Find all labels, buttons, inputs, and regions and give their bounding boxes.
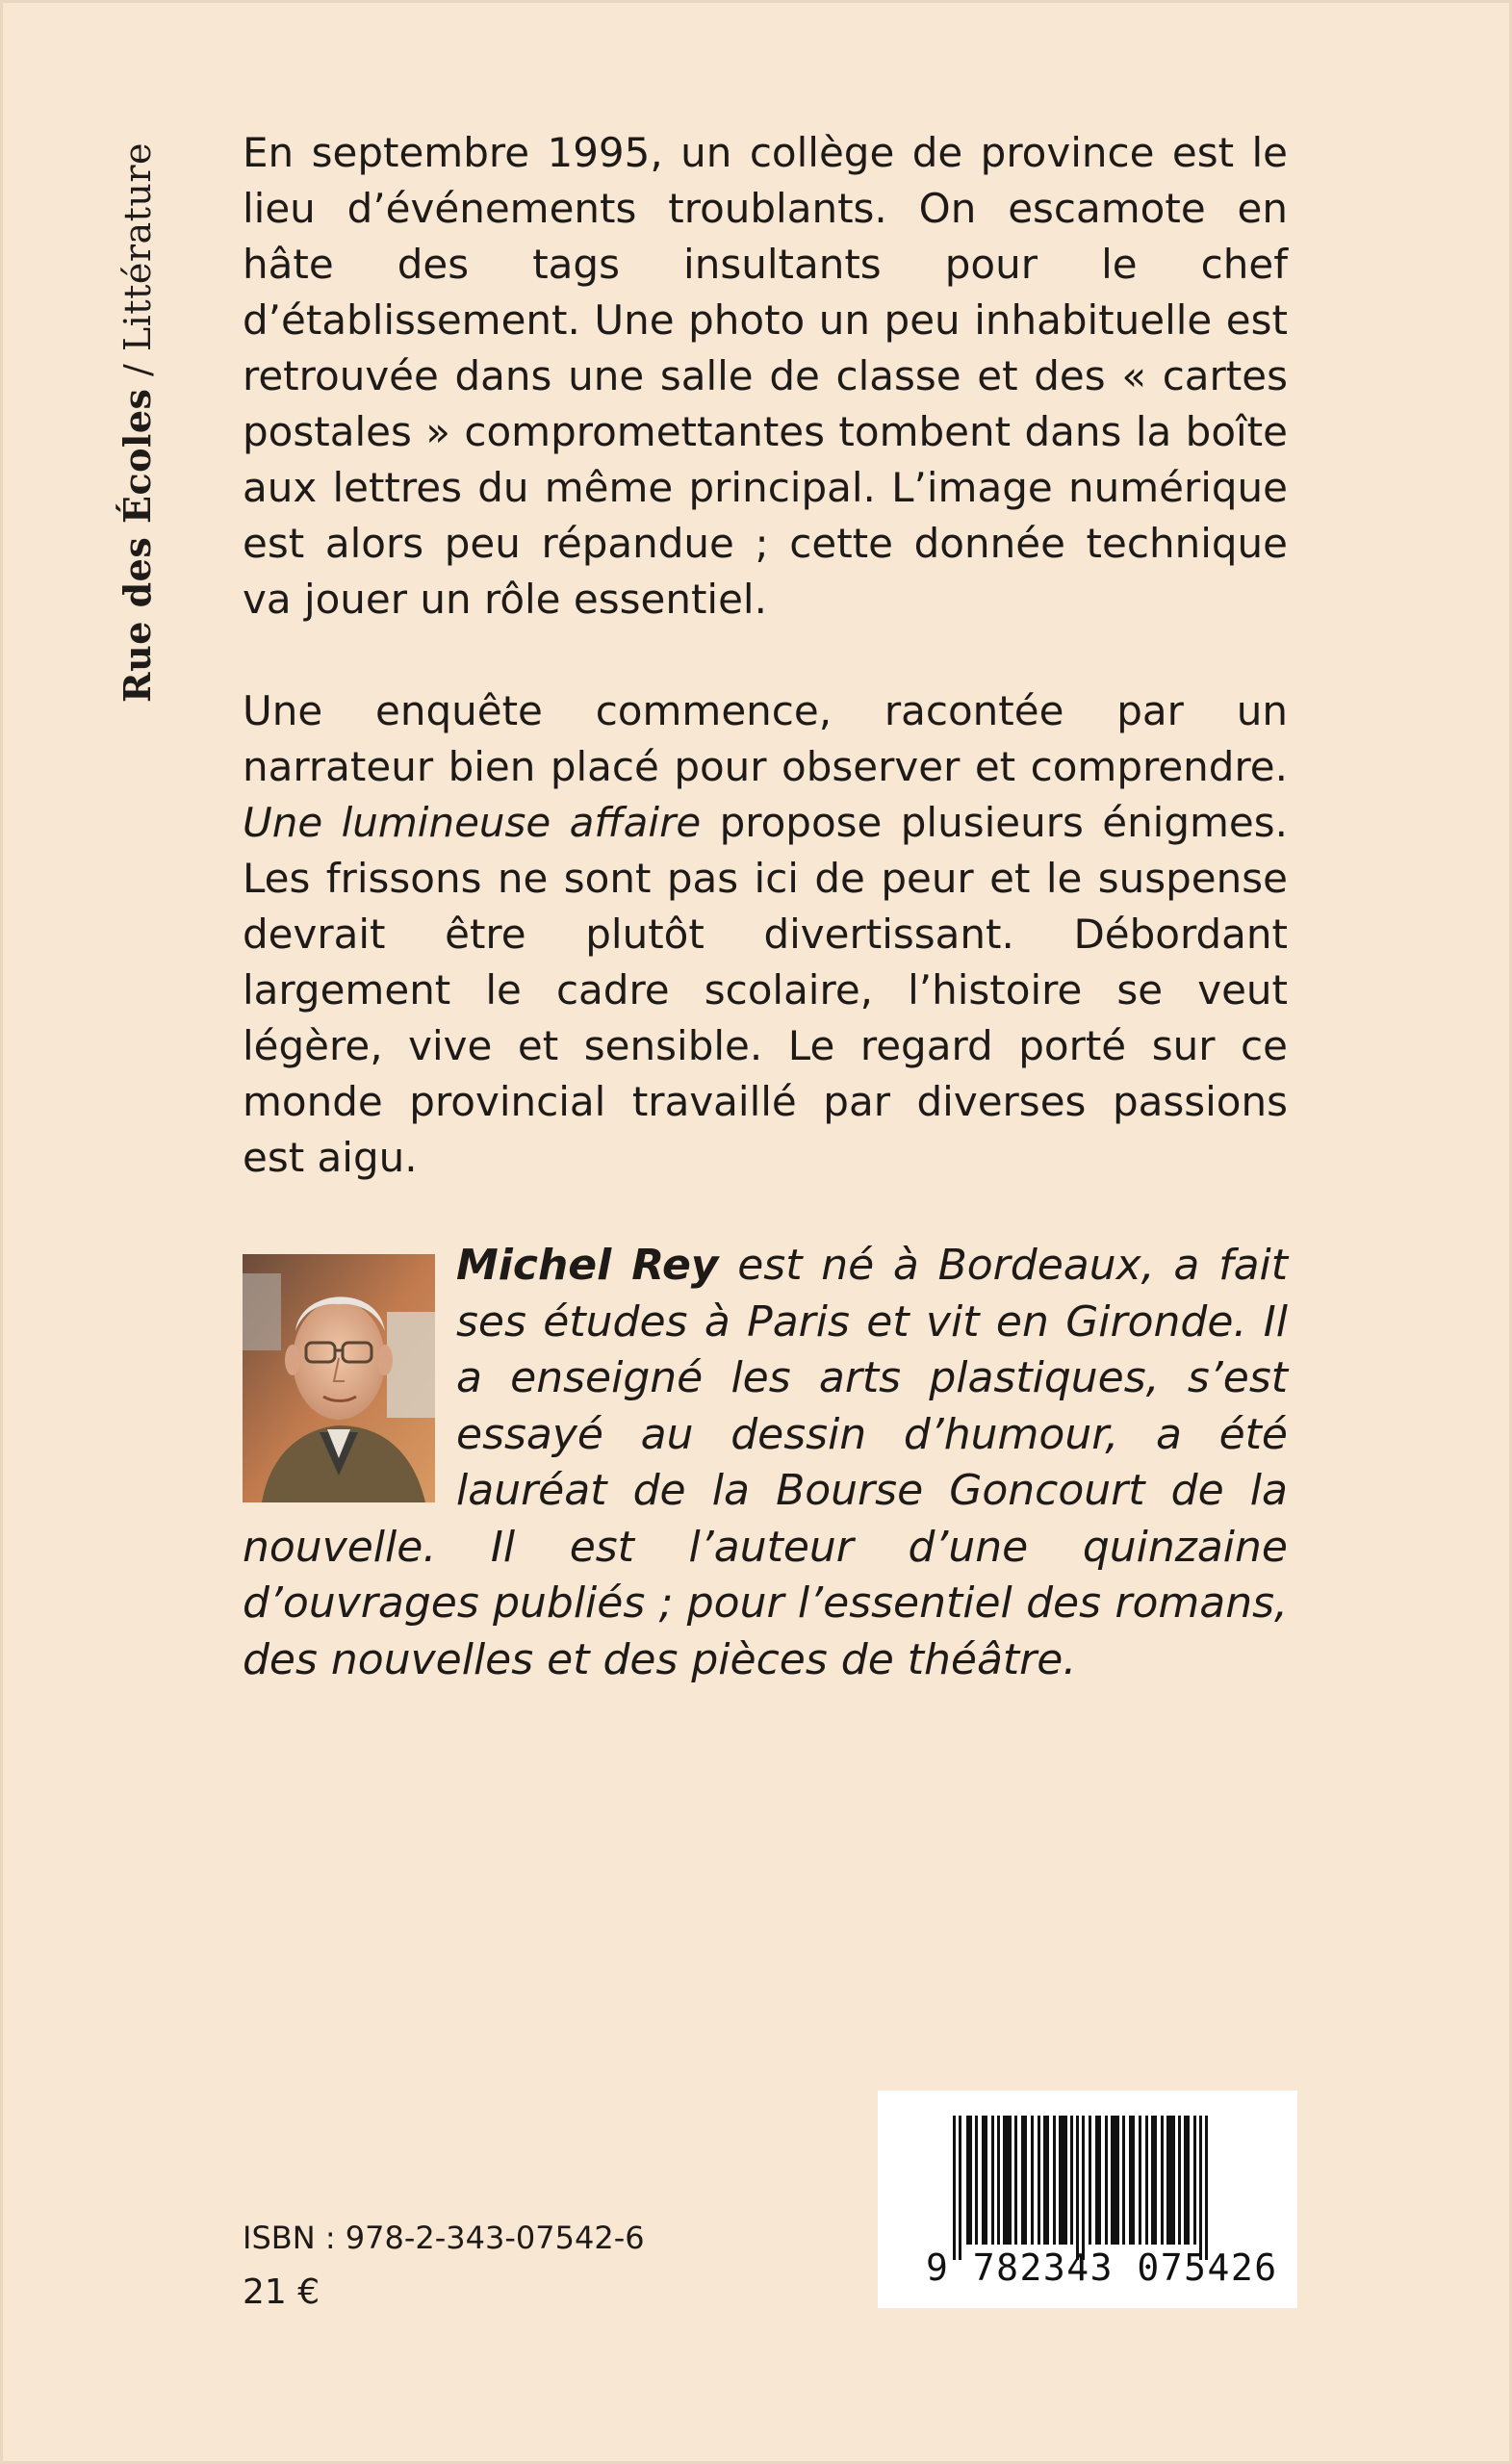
author-portrait-image [243,1254,435,1502]
book-title: Une lumineuse affaire [243,799,702,846]
isbn-label: ISBN : 978-2-343-07542-6 [243,2220,645,2256]
series-name: Rue des Écoles [115,388,159,703]
author-bio-text: est né à Bordeaux, a fait ses études à Paris et vit en Gironde. Il a enseigné les arts plastiques, s’est essayé au dessin d’humour, a été lauréat de la Bourse Goncourt de la nouvelle. Il est l’auteur d’une quinzaine d’ouvrages publiés ; pour l’essentiel des romans, des nouvelles et des pièces de théâtre. [243,1241,1289,1684]
series-separator: / [116,351,159,389]
barcode-panel [878,2091,1297,2308]
blurb-paragraph-2 [243,683,1288,1186]
collection-name: Littérature [116,141,159,352]
blurb-paragraph-2-end: propose plusieurs énigmes. Les frissons ne sont pas ici de peur et le suspense devrait être plutôt divertissant. Débordant largement le cadre scolaire, l’histoire se veut légère, vive et sensible. Le regard porté sur ce monde provincial travaillé par diverses passions est aigu. [243,799,1288,1181]
price-label: 21 € [243,2272,320,2312]
spine-series-label [115,142,159,703]
author-photo [243,1254,435,1502]
author-name: Michel Rey [456,1241,719,1290]
blurb-paragraph-2-start: Une enquête commence, racontée par un narrateur bien placé pour observer et comprendre. [243,687,1288,790]
blurb-paragraph-1: En septembre 1995, un collège de province est le lieu d’événements troublants. On escamote en hâte des tags insultants pour le chef d’établissement. Une photo un peu inhabituelle est retrouvée dans une salle de classe et des « cartes postales » compromettantes tombent dans la boîte aux lettres du même principal. L’image numérique est alors peu répandue ; cette donnée technique va jouer un rôle essentiel. [243,129,1288,623]
barcode-digits: 9 782343 075426 [926,2246,1278,2289]
